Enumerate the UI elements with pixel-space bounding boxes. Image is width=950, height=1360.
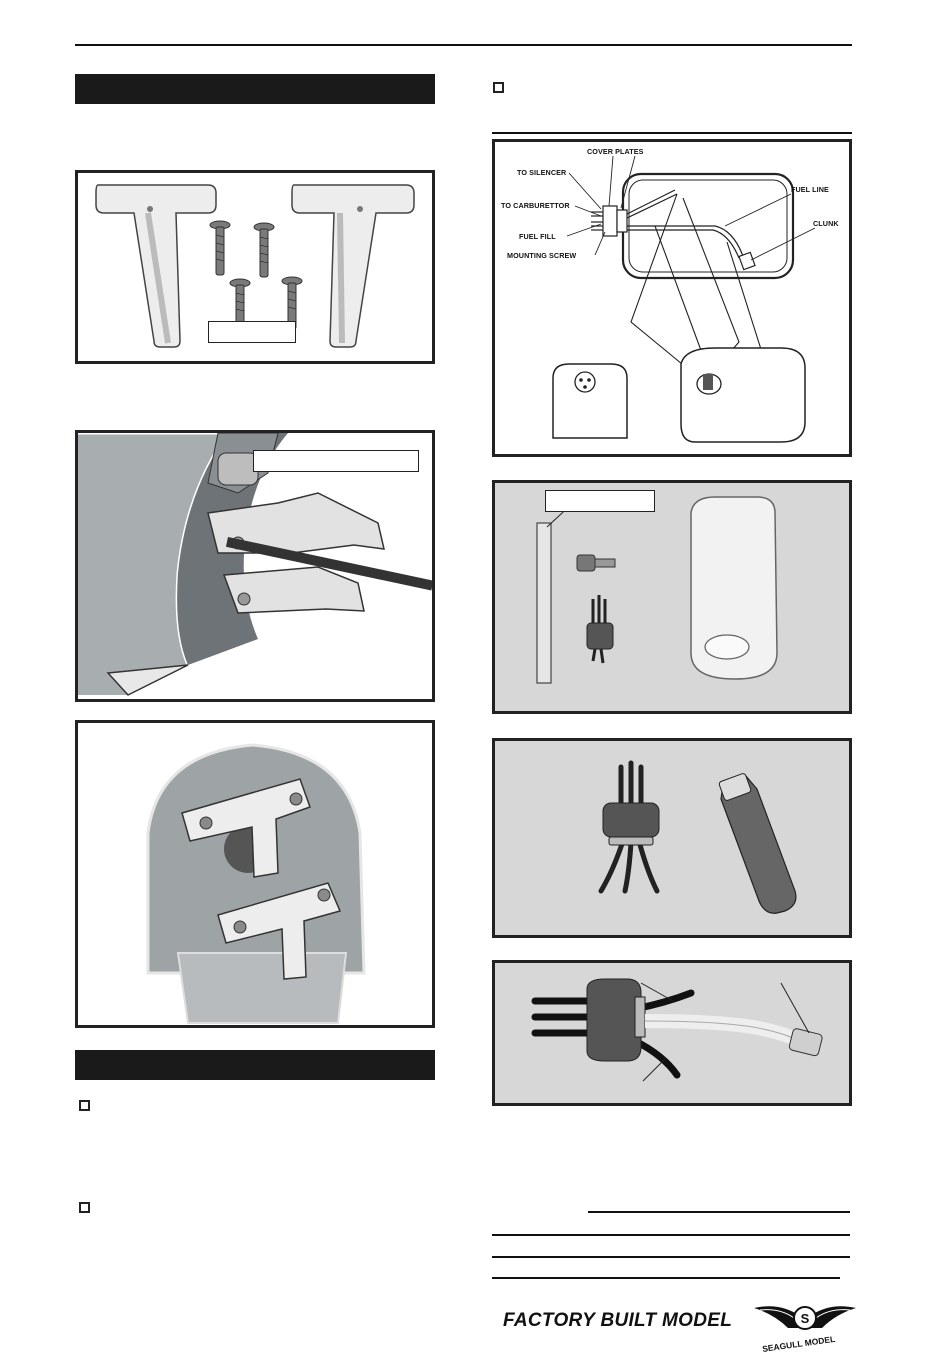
brand-built: BUILT xyxy=(600,1310,657,1331)
fuel-tank-diagram xyxy=(492,139,852,457)
label-to-silencer: TO SILENCER xyxy=(517,168,567,177)
section-rule xyxy=(492,132,852,134)
list-rule xyxy=(492,1234,850,1236)
step-checkbox[interactable] xyxy=(79,1100,90,1111)
label-mounting-screw: MOUNTING SCREW xyxy=(507,251,577,260)
photo-label-box xyxy=(545,490,655,512)
photo-label-box xyxy=(208,321,296,343)
label-fuel-fill: FUEL FILL xyxy=(519,232,556,241)
photo-stopper-lighter xyxy=(492,738,852,938)
photo-stopper-assembly xyxy=(492,960,852,1106)
label-cover-plates: COVER PLATES xyxy=(587,147,644,156)
section-header-bar xyxy=(75,1050,435,1080)
label-to-carburettor: TO CARBURETTOR xyxy=(501,201,570,210)
brand-model: MODEL xyxy=(656,1310,733,1331)
brand-factory: FACTORY xyxy=(503,1310,601,1331)
list-rule xyxy=(588,1211,850,1213)
header-rule xyxy=(75,44,852,46)
list-rule xyxy=(492,1277,840,1279)
label-clunk: CLUNK xyxy=(813,219,839,228)
photo-label-box xyxy=(253,450,419,472)
step-checkbox[interactable] xyxy=(493,82,504,93)
footer-brand xyxy=(503,1310,743,1336)
section-header-bar xyxy=(75,74,435,104)
seagull-logo xyxy=(750,1294,860,1354)
step-checkbox[interactable] xyxy=(79,1202,90,1213)
list-rule xyxy=(492,1256,850,1258)
photo-tank-parts xyxy=(492,480,852,714)
photo-installing-mount xyxy=(75,430,435,702)
photo-installed-mounts xyxy=(75,720,435,1028)
photo-gear-mounts-screws xyxy=(75,170,435,364)
label-fuel-line: FUEL LINE xyxy=(791,185,829,194)
logo-text: SEAGULL MODEL xyxy=(761,1333,836,1354)
logo-letter: S xyxy=(800,1311,810,1326)
